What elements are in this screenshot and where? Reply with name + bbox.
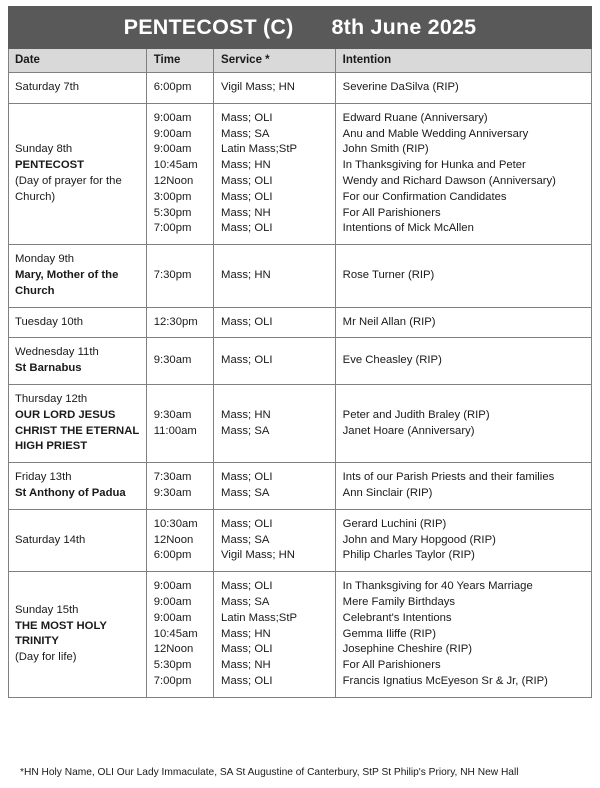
- intention-entry: For All Parishioners: [342, 659, 441, 672]
- service-entry: Vigil Mass; HN: [221, 549, 295, 562]
- column-header-intention: Intention: [335, 49, 591, 73]
- cell-time: [146, 509, 213, 571]
- cell-time: [146, 463, 213, 510]
- cell-intention: [335, 245, 591, 307]
- intention-entry: Philip Charles Taylor (RIP): [342, 549, 475, 562]
- schedule-table-container: [8, 6, 592, 698]
- service-entry: Mass; HN: [221, 627, 271, 640]
- service-entry: Latin Mass;StP: [221, 143, 298, 156]
- service-entry: Mass; OLI: [221, 354, 273, 367]
- time-entry: 12Noon: [153, 643, 194, 656]
- column-header-service: Service *: [214, 49, 336, 73]
- service-entry: Mass; NH: [221, 659, 271, 672]
- cell-service: [214, 509, 336, 571]
- service-entry: Mass; SA: [221, 424, 270, 437]
- service-entry: Mass; OLI: [221, 471, 273, 484]
- intention-entry: Janet Hoare (Anniversary): [342, 424, 475, 437]
- cell-date: [9, 73, 147, 104]
- cell-date: [9, 572, 147, 698]
- intention-entry: Peter and Judith Braley (RIP): [342, 408, 490, 421]
- time-entry: 5:30pm: [153, 206, 192, 219]
- time-entry: 7:30am: [153, 471, 192, 484]
- date-day-label: Wednesday 11th: [15, 346, 99, 359]
- table-row: [9, 73, 592, 104]
- cell-date: [9, 245, 147, 307]
- date-day-label: Saturday 14th: [15, 533, 86, 546]
- cell-service: [214, 103, 336, 244]
- intention-entry: Celebrant's Intentions: [342, 611, 452, 624]
- abbreviation-footnote: *HN Holy Name, OLI Our Lady Immaculate, SA St Augustine of Canterbury, StP St Philip's Priory, NH New Hall: [20, 767, 519, 778]
- intention-entry: Ann Sinclair (RIP): [342, 486, 433, 499]
- time-entry: 7:00pm: [153, 674, 192, 687]
- time-entry: 9:00am: [153, 595, 192, 608]
- column-header-row: [9, 49, 592, 73]
- date-day-label: Monday 9th: [15, 253, 75, 266]
- service-entry: Mass; SA: [221, 486, 270, 499]
- service-entry: Mass; HN: [221, 268, 271, 281]
- time-entry: 10:30am: [153, 517, 198, 530]
- time-entry: 9:00am: [153, 611, 192, 624]
- time-entry: 12Noon: [153, 174, 194, 187]
- service-entry: Mass; OLI: [221, 174, 273, 187]
- cell-service: [214, 384, 336, 462]
- service-entry: Mass; OLI: [221, 222, 273, 235]
- intention-entry: John and Mary Hopgood (RIP): [342, 533, 496, 546]
- cell-time: [146, 103, 213, 244]
- table-row: [9, 463, 592, 510]
- time-entry: 9:00am: [153, 143, 192, 156]
- time-entry: 5:30pm: [153, 659, 192, 672]
- date-feast-label: St Barnabus: [15, 362, 82, 375]
- time-entry: 9:30am: [153, 354, 192, 367]
- table-row: [9, 245, 592, 307]
- time-entry: 9:00am: [153, 111, 192, 124]
- intention-entry: For All Parishioners: [342, 206, 441, 219]
- banner-row: [9, 7, 592, 49]
- table-head: [9, 7, 592, 73]
- service-entry: Mass; SA: [221, 127, 270, 140]
- intention-entry: In Thanksgiving for 40 Years Marriage: [342, 580, 533, 593]
- time-entry: 12:30pm: [153, 315, 198, 328]
- date-note-label: (Day for life): [15, 651, 77, 664]
- table-row: [9, 103, 592, 244]
- service-entry: Mass; NH: [221, 206, 271, 219]
- intention-entry: Intentions of Mick McAllen: [342, 222, 474, 235]
- cell-intention: [335, 338, 591, 385]
- intention-entry: Josephine Cheshire (RIP): [342, 643, 473, 656]
- banner-date: 8th June 2025: [331, 15, 477, 39]
- mass-schedule-table: [8, 6, 592, 698]
- intention-entry: Eve Cheasley (RIP): [342, 354, 442, 367]
- cell-time: [146, 245, 213, 307]
- intention-entry: Severine DaSilva (RIP): [342, 81, 459, 93]
- cell-time: [146, 572, 213, 698]
- column-header-date: Date: [9, 49, 147, 73]
- intention-entry: In Thanksgiving for Hunka and Peter: [342, 159, 526, 172]
- service-entry: Vigil Mass; HN: [221, 81, 295, 93]
- date-day-label: Friday 13th: [15, 471, 72, 484]
- cell-intention: [335, 509, 591, 571]
- cell-time: [146, 338, 213, 385]
- service-entry: Mass; HN: [221, 159, 271, 172]
- table-row: [9, 307, 592, 338]
- date-day-label: Thursday 12th: [15, 392, 88, 405]
- cell-service: [214, 463, 336, 510]
- service-entry: Mass; OLI: [221, 643, 273, 656]
- time-entry: 9:30am: [153, 486, 192, 499]
- cell-intention: [335, 572, 591, 698]
- intention-entry: Edward Ruane (Anniversary): [342, 111, 488, 124]
- cell-date: [9, 307, 147, 338]
- date-feast-label: St Anthony of Padua: [15, 486, 126, 499]
- service-entry: Mass; SA: [221, 533, 270, 546]
- date-day-label: Tuesday 10th: [15, 315, 84, 328]
- cell-date: [9, 463, 147, 510]
- service-entry: Latin Mass;StP: [221, 611, 298, 624]
- service-entry: Mass; OLI: [221, 111, 273, 124]
- service-entry: Mass; OLI: [221, 190, 273, 203]
- time-entry: 6:00pm: [153, 549, 192, 562]
- cell-time: [146, 307, 213, 338]
- cell-service: [214, 307, 336, 338]
- time-entry: 9:00am: [153, 127, 192, 140]
- cell-service: [214, 572, 336, 698]
- intention-entry: Rose Turner (RIP): [342, 268, 435, 281]
- date-feast-label: OUR LORD JESUS CHRIST THE ETERNAL HIGH PRIEST: [15, 408, 140, 453]
- intention-entry: John Smith (RIP): [342, 143, 429, 156]
- cell-intention: [335, 73, 591, 104]
- cell-date: [9, 509, 147, 571]
- cell-service: [214, 338, 336, 385]
- service-entry: Mass; OLI: [221, 315, 273, 328]
- time-entry: 7:30pm: [153, 268, 192, 281]
- time-entry: 9:30am: [153, 408, 192, 421]
- time-entry: 10:45am: [153, 159, 198, 172]
- time-entry: 6:00pm: [153, 81, 192, 93]
- cell-intention: [335, 307, 591, 338]
- intention-entry: Gemma Iliffe (RIP): [342, 627, 436, 640]
- time-entry: 10:45am: [153, 627, 198, 640]
- cell-service: [214, 245, 336, 307]
- table-row: [9, 384, 592, 462]
- service-entry: Mass; OLI: [221, 517, 273, 530]
- intention-entry: Anu and Mable Wedding Anniversary: [342, 127, 529, 140]
- cell-time: [146, 384, 213, 462]
- table-body: [9, 73, 592, 698]
- cell-time: [146, 73, 213, 104]
- cell-intention: [335, 384, 591, 462]
- cell-date: [9, 103, 147, 244]
- time-entry: 12Noon: [153, 533, 194, 546]
- intention-entry: Wendy and Richard Dawson (Anniversary): [342, 174, 556, 187]
- date-day-label: Sunday 15th: [15, 603, 79, 616]
- cell-intention: [335, 103, 591, 244]
- table-row: [9, 338, 592, 385]
- service-entry: Mass; OLI: [221, 674, 273, 687]
- intention-entry: Gerard Luchini (RIP): [342, 517, 447, 530]
- cell-intention: [335, 463, 591, 510]
- time-entry: 9:00am: [153, 580, 192, 593]
- cell-service: [214, 73, 336, 104]
- page-title: PENTECOST (C): [123, 15, 294, 39]
- title-banner: [9, 7, 592, 49]
- date-note-label: (Day of prayer for the Church): [15, 174, 122, 203]
- intention-entry: For our Confirmation Candidates: [342, 190, 507, 203]
- time-entry: 7:00pm: [153, 222, 192, 235]
- table-row: [9, 572, 592, 698]
- date-feast-label: PENTECOST: [15, 159, 85, 172]
- date-day-label: Saturday 7th: [15, 81, 80, 93]
- time-entry: 11:00am: [153, 424, 197, 437]
- table-row: [9, 509, 592, 571]
- cell-date: [9, 338, 147, 385]
- date-day-label: Sunday 8th: [15, 143, 73, 156]
- intention-entry: Mr Neil Allan (RIP): [342, 315, 436, 328]
- cell-date: [9, 384, 147, 462]
- service-entry: Mass; SA: [221, 595, 270, 608]
- service-entry: Mass; OLI: [221, 580, 273, 593]
- date-feast-label: THE MOST HOLY TRINITY: [15, 619, 107, 648]
- service-entry: Mass; HN: [221, 408, 271, 421]
- column-header-time: Time: [146, 49, 213, 73]
- intention-entry: Francis Ignatius McEyeson Sr & Jr, (RIP): [342, 674, 548, 687]
- time-entry: 3:00pm: [153, 190, 192, 203]
- intention-entry: Ints of our Parish Priests and their families: [342, 471, 555, 484]
- intention-entry: Mere Family Birthdays: [342, 595, 456, 608]
- date-feast-label: Mary, Mother of the Church: [15, 268, 119, 297]
